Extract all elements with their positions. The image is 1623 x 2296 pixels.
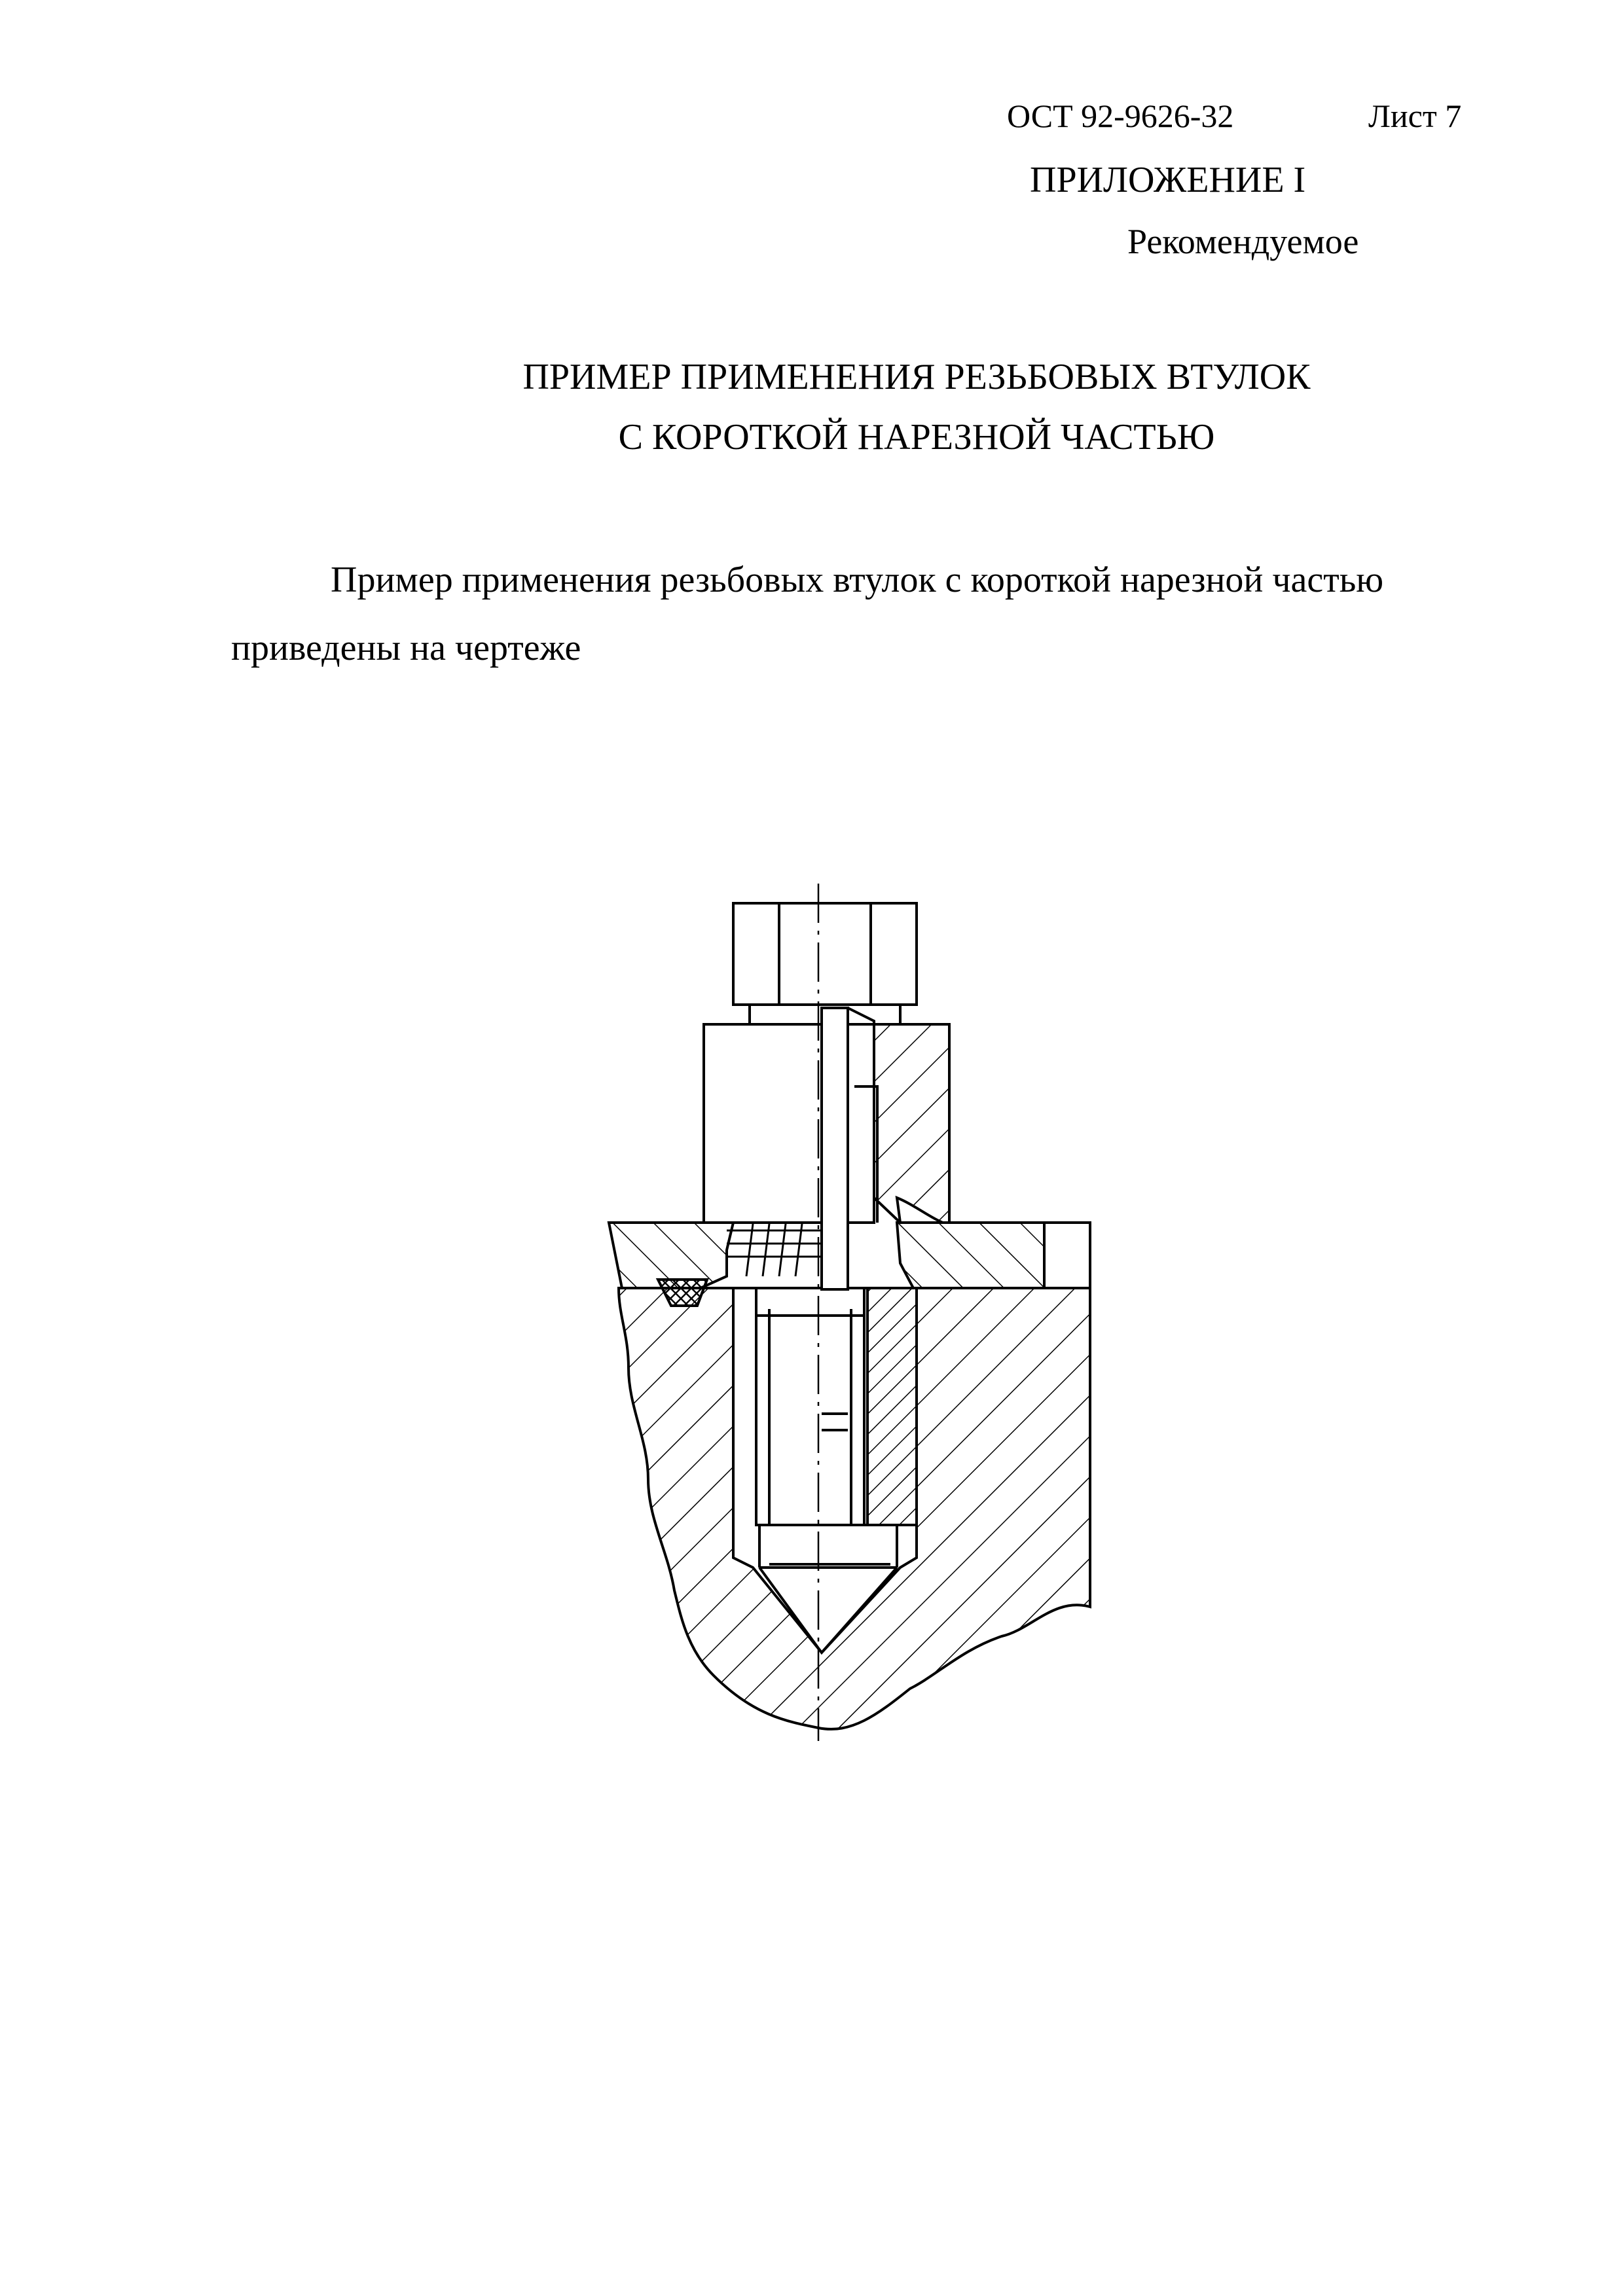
document-code: ОСТ 92-9626-32 xyxy=(1007,98,1234,134)
page-title-line-2: С КОРОТКОЙ НАРЕЗНОЙ ЧАСТЬЮ xyxy=(618,417,1215,457)
flange-plate xyxy=(609,1223,1090,1288)
appendix-label: ПРИЛОЖЕНИЕ I xyxy=(1030,160,1306,200)
page-title-line-1: ПРИМЕР ПРИМЕНЕНИЯ РЕЗЬБОВЫХ ВТУЛОК xyxy=(522,357,1311,397)
appendix-status: Рекомендуемое xyxy=(1127,222,1359,261)
body-text-line-1: Пример применения резьбовых втулок с короткой нарезной частью xyxy=(331,560,1384,600)
body-text-line-2: приведены на чертеже xyxy=(231,628,581,668)
hex-nut xyxy=(733,903,917,1024)
washer-thread xyxy=(727,1224,822,1276)
sheet-number: Лист 7 xyxy=(1368,98,1462,134)
